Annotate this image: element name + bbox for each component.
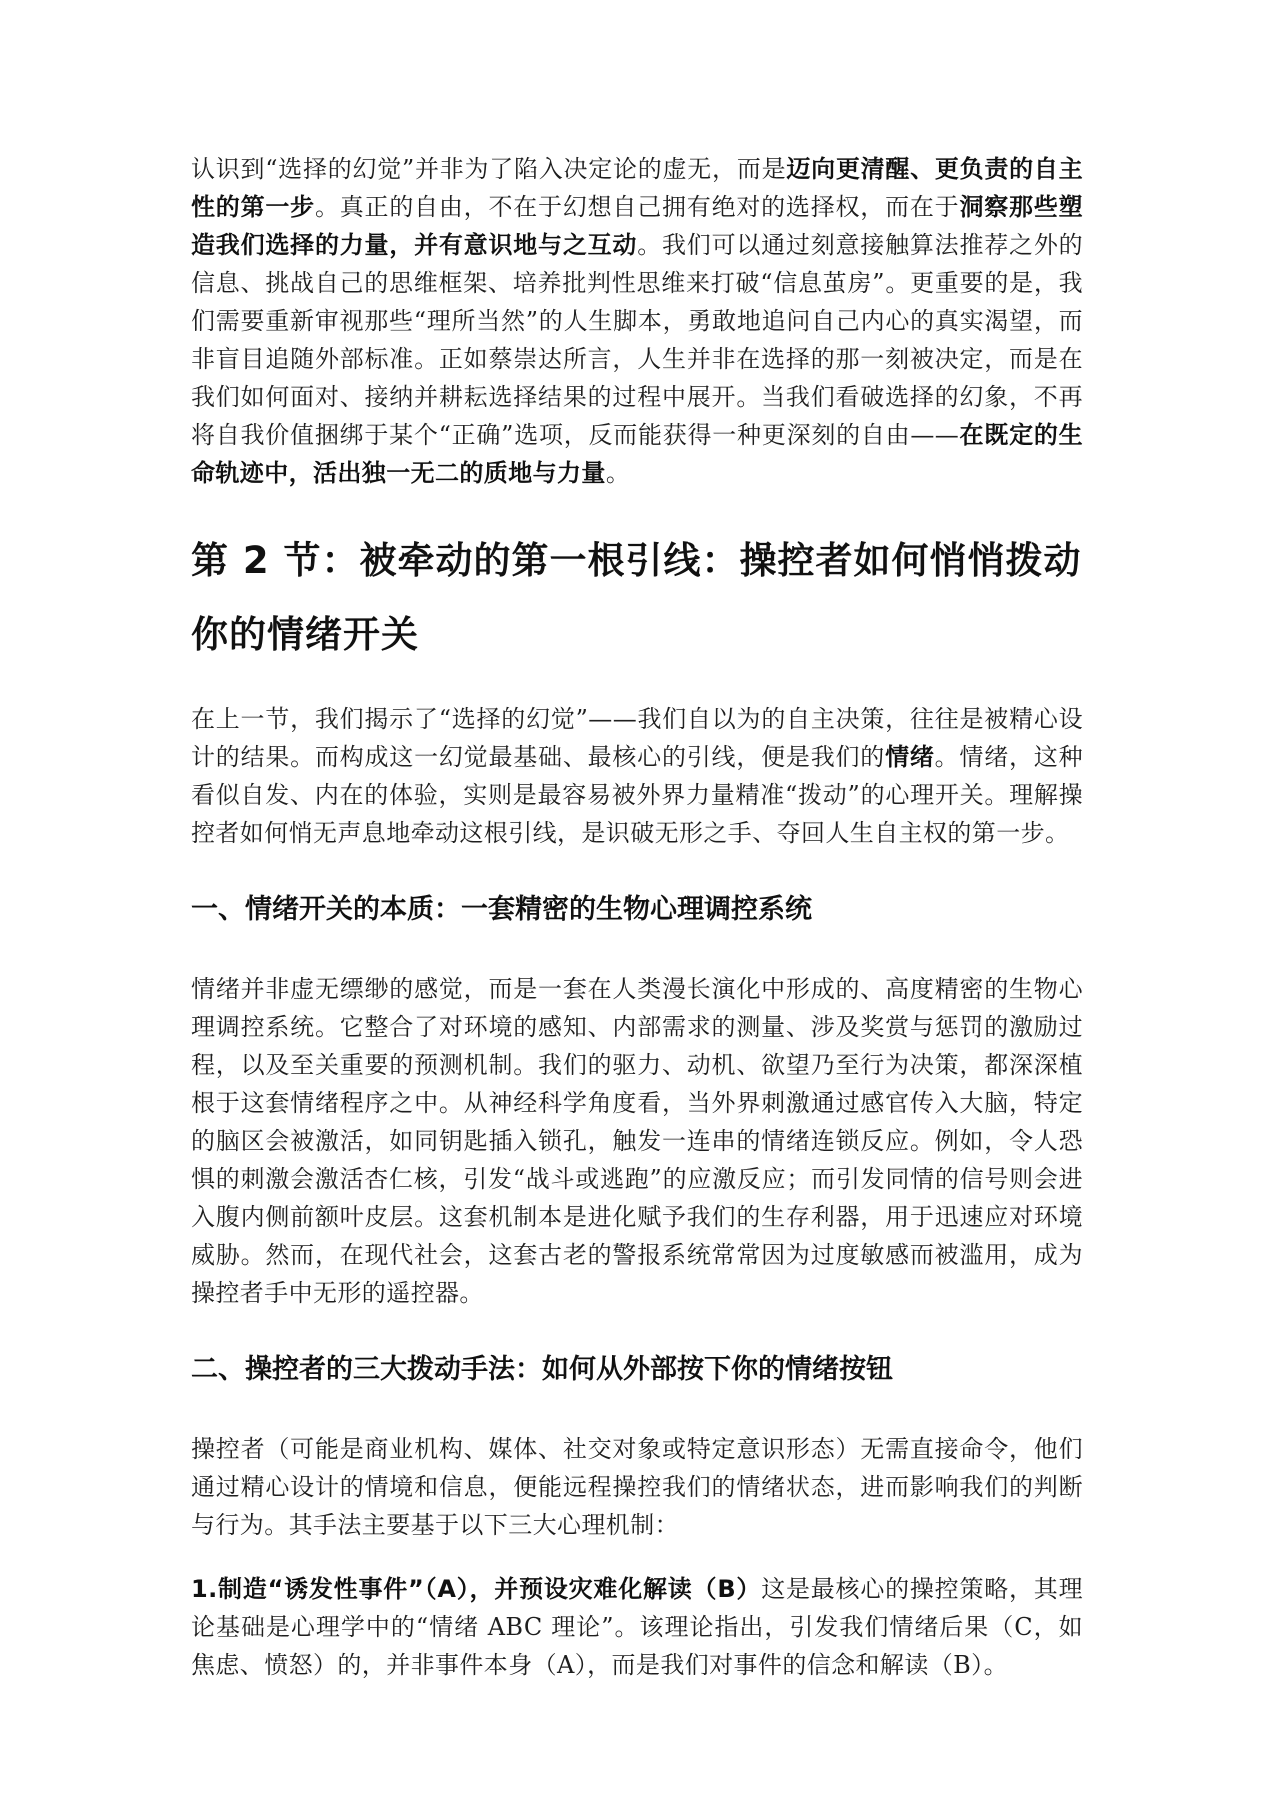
intro-text-1: 认识到“选择的幻觉”并非为了陷入决定论的虚无，而是: [191, 155, 787, 183]
document-page: [191, 150, 1083, 1684]
chapter-intro-paragraph: [191, 700, 1083, 852]
intro-bold-3: 在既定的生命轨迹中，活出独一无二的质地与力量: [191, 421, 1083, 487]
item-1-lead: 1.制造“诱发性事件”（A），并预设灾难化解读（B）: [191, 1575, 762, 1603]
paragraph-spacer: [191, 1544, 1083, 1570]
section-1-body: 情绪并非虚无缥缈的感觉，而是一套在人类漫长演化中形成的、高度精密的生物心理调控系统。它整合了对环境的感知、内部需求的测量、涉及奖赏与惩罚的激励过程，以及至关重要的预测机制。我们的驱力、动机、欲望乃至行为决策，都深深植根于这套情绪程序之中。从神经科学角度看，当外界刺激通过感官传入大脑，特定的脑区会被激活，如同钥匙插入锁孔，触发一连串的情绪连锁反应。例如，令人恐惧的刺激会激活杏仁核，引发“战斗或逃跑”的应激反应；而引发同情的信号则会进入腹内侧前额叶皮层。这套机制本是进化赋予我们的生存利器，用于迅速应对环境威胁。然而，在现代社会，这套古老的警报系统常常因为过度敏感而被滥用，成为操控者手中无形的遥控器。: [191, 975, 1083, 1307]
intro-text-4: 。: [605, 459, 631, 487]
section-2-intro: 操控者（可能是商业机构、媒体、社交对象或特定意识形态）无需直接命令，他们通过精心设计的情境和信息，便能远程操控我们的情绪状态，进而影响我们的判断与行为。其手法主要基于以下三大心理机制：: [191, 1435, 1083, 1539]
intro-bold-2: 洞察那些塑造我们选择的力量，并有意识地与之互动: [191, 193, 1084, 259]
item-1-text: 这是最核心的操控策略，其理论基础是心理学中的“情绪 ABC 理论”。该理论指出，引发我们情绪后果（C，如焦虑、愤怒）的，并非事件本身（A），而是我们对事件的信念和解读（B）。: [191, 1575, 1083, 1679]
section-1-heading: 一、情绪开关的本质：一套精密的生物心理调控系统: [191, 894, 812, 925]
intro-bold-1: 迈向更清醒、更负责的自主性的第一步: [191, 155, 1083, 221]
chapter-intro-text-1: 在上一节，我们揭示了“选择的幻觉”——我们自以为的自主决策，往往是被精心设计的结果。而构成这一幻觉最基础、最核心的引线，便是我们的: [191, 705, 1083, 771]
chapter-intro-bold-1: 情绪: [885, 743, 935, 771]
intro-paragraph: [191, 150, 1083, 492]
section-2-item-1: [191, 1570, 1083, 1684]
intro-text-3: 。我们可以通过刻意接触算法推荐之外的信息、挑战自己的思维框架、培养批判性思维来打破“信息茧房”。更重要的是，我们需要重新审视那些“理所当然”的人生脚本，勇敢地追问自己内心的真实渴望，而非盲目追随外部标准。正如蔡崇达所言，人生并非在选择的那一刻被决定，而是在我们如何面对、接纳并耕耘选择结果的过程中展开。当我们看破选择的幻象，不再将自我价值捆绑于某个“正确”选项，反而能获得一种更深刻的自由——: [191, 231, 1084, 449]
chapter-heading: 第 2 节：被牵动的第一根引线：操控者如何悄悄拨动你的情绪开关: [191, 539, 1082, 656]
intro-text-2: 。真正的自由，不在于幻想自己拥有绝对的选择权，而在于: [314, 193, 960, 221]
section-2-heading: 二、操控者的三大拨动手法：如何从外部按下你的情绪按钮: [191, 1354, 893, 1385]
chapter-intro-text-2: 。情绪，这种看似自发、内在的体验，实则是最容易被外界力量精准“拨动”的心理开关。理解操控者如何悄无声息地牵动这根引线，是识破无形之手、夺回人生自主权的第一步。: [191, 743, 1083, 847]
